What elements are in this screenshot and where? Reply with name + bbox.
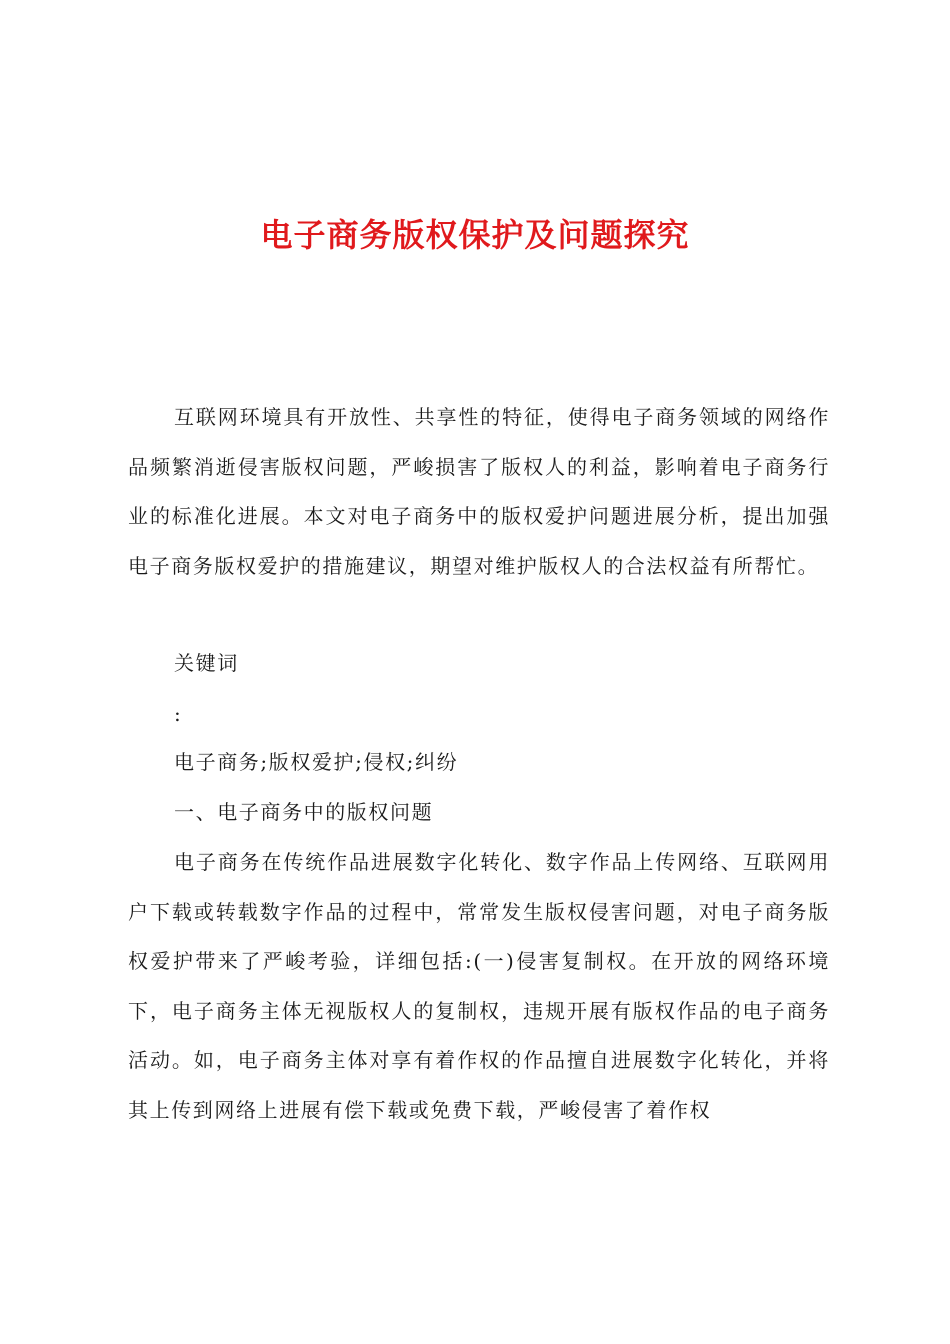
abstract-paragraph: 互联网环境具有开放性、共享性的特征，使得电子商务领域的网络作品频繁消逝侵害版权问题，严峻损害了版权人的利益，影响着电子商务行业的标准化进展。本文对电子商务中的版权爱护问题进展分析，提出加强电子商务版权爱护的措施建议，期望对维护版权人的合法权益有所帮忙。	[128, 405, 830, 578]
section-heading: 一、电子商务中的版权问题	[174, 800, 434, 824]
keywords-list: 电子商务;版权爱护;侵权;纠纷	[174, 750, 459, 774]
section-paragraph: 电子商务在传统作品进展数字化转化、数字作品上传网络、互联网用户下载或转载数字作品的过程中，常常发生版权侵害问题，对电子商务版权爱护带来了严峻考验，详细包括:(一)侵害复制权。在开放的网络环境下，电子商务主体无视版权人的复制权，违规开展有版权作品的电子商务活动。如，电子商务主体对享有着作权的作品擅自进展数字化转化，并将其上传到网络上进展有偿下载或免费下载，严峻侵害了着作权	[128, 850, 830, 1122]
keywords-label: 关键词	[174, 651, 239, 675]
keywords-colon: :	[174, 702, 183, 726]
document-title: 电子商务版权保护及问题探究	[260, 216, 690, 254]
